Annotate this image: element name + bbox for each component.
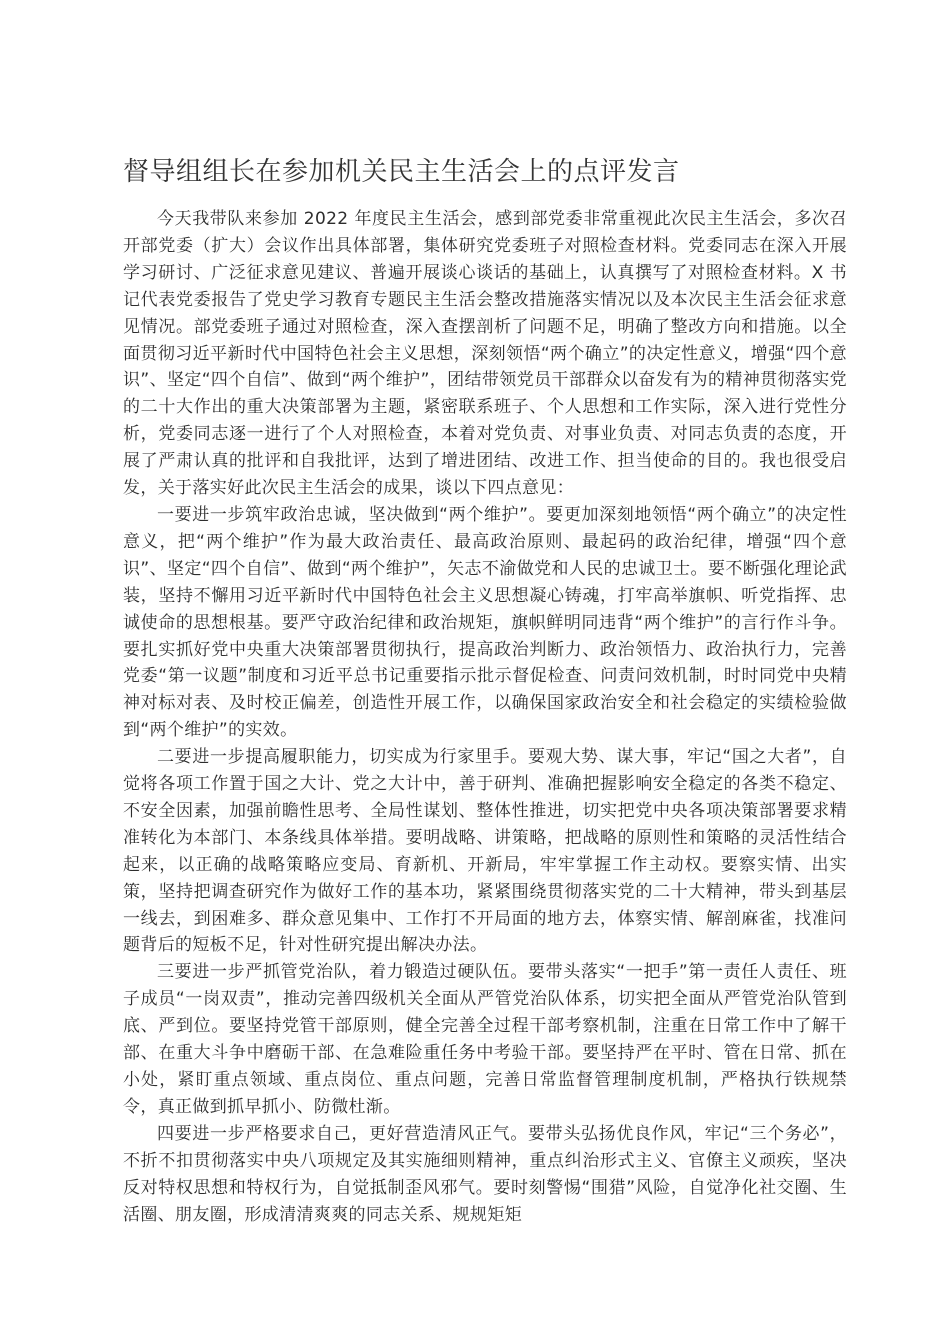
paragraph-point-1: 一要进一步筑牢政治忠诚，坚决做到“两个维护”。要更加深刻地领悟“两个确立”的决定性意义，把“两个维护”作为最大政治责任、最高政治原则、最起码的政治纪律，增强“四个意识”、坚定“四个自信”、做到“两个维护”，矢志不渝做党和人民的忠诚卫士。要不断强化理论武装，坚持不懈用习近平新时代中国特色社会主义思想凝心铸魂，打牢高举旗帜、听党指挥、忠诚使命的思想根基。要严守政治纪律和政治规矩，旗帜鲜明同违背“两个维护”的言行作斗争。要扎实抓好党中央重大决策部署贯彻执行，提高政治判断力、政治领悟力、政治执行力，完善党委“第一议题”制度和习近平总书记重要指示批示督促检查、问责问效机制，时时同党中央精神对标对表、及时校正偏差，创造性开展工作，以确保国家政治安全和社会稳定的实绩检验做到“两个维护”的实效。 <box>123 504 847 741</box>
paragraph-intro: 今天我带队来参加 2022 年度民主生活会，感到部党委非常重视此次民主生活会，多次召开部党委（扩大）会议作出具体部署，集体研究党委班子对照检查材料。党委同志在深入开展学习研讨、广泛征求意见建议、普遍开展谈心谈话的基础上，认真撰写了对照检查材料。X 书记代表党委报告了党史学习教育专题民主生活会整改措施落实情况以及本次民主生活会征求意见情况。部党委班子通过对照检查，深入查摆剖析了问题不足，明确了整改方向和措施。以全面贯彻习近平新时代中国特色社会主义思想，深刻领悟“两个确立”的决定性意义，增强“四个意识”、坚定“四个自信”、做到“两个维护”，团结带领党员干部群众以奋发有为的精神贯彻落实党的二十大作出的重大决策部署为主题，紧密联系班子、个人思想和工作实际，深入进行党性分析，党委同志逐一进行了个人对照检查，本着对党负责、对事业负责、对同志负责的态度，开展了严肃认真的批评和自我批评，达到了增进团结、改进工作、担当使命的目的。我也很受启发，关于落实好此次民主生活会的成果，谈以下四点意见： <box>123 209 847 499</box>
paragraph-point-2: 二要进一步提高履职能力，切实成为行家里手。要观大势、谋大事，牢记“国之大者”，自觉将各项工作置于国之大计、党之大计中，善于研判、准确把握影响安全稳定的各类不稳定、不安全因素，加强前瞻性思考、全局性谋划、整体性推进，切实把党中央各项决策部署要求精准转化为本部门、本条线具体举措。要明战略、讲策略，把战略的原则性和策略的灵活性结合起来，以正确的战略策略应变局、育新机、开新局，牢牢掌握工作主动权。要察实情、出实策，坚持把调查研究作为做好工作的基本功，紧紧围绕贯彻落实党的二十大精神，带头到基层一线去，到困难多、群众意见集中、工作打不开局面的地方去，体察实情、解剖麻雀，找准问题背后的短板不足，针对性研究提出解决办法。 <box>123 747 847 956</box>
paragraph-point-4: 四要进一步严格要求自己，更好营造清风正气。要带头弘扬优良作风，牢记“三个务必”，不折不扣贯彻落实中央八项规定及其实施细则精神，重点纠治形式主义、官僚主义顽疾，坚决反对特权思想和特权行为，自觉抵制歪风邪气。要时刻警惕“围猎”风险，自觉净化社交圈、生活圈、朋友圈，形成清清爽爽的同志关系、规规矩矩 <box>123 1123 847 1225</box>
document-title: 督导组组长在参加机关民主生活会上的点评发言 <box>123 157 680 187</box>
paragraph-point-3: 三要进一步严抓管党治队，着力锻造过硬队伍。要带头落实“一把手”第一责任人责任、班子成员“一岗双责”，推动完善四级机关全面从严管党治队体系，切实把全面从严管党治队管到底、严到位。要坚持党管干部原则，健全完善全过程干部考察机制，注重在日常工作中了解干部、在重大斗争中磨砺干部、在急难险重任务中考验干部。要坚持严在平时、管在日常、抓在小处，紧盯重点领域、重点岗位、重点问题，完善日常监督管理制度机制，严格执行铁规禁令，真正做到抓早抓小、防微杜渐。 <box>123 962 847 1117</box>
document-body <box>123 206 847 1228</box>
